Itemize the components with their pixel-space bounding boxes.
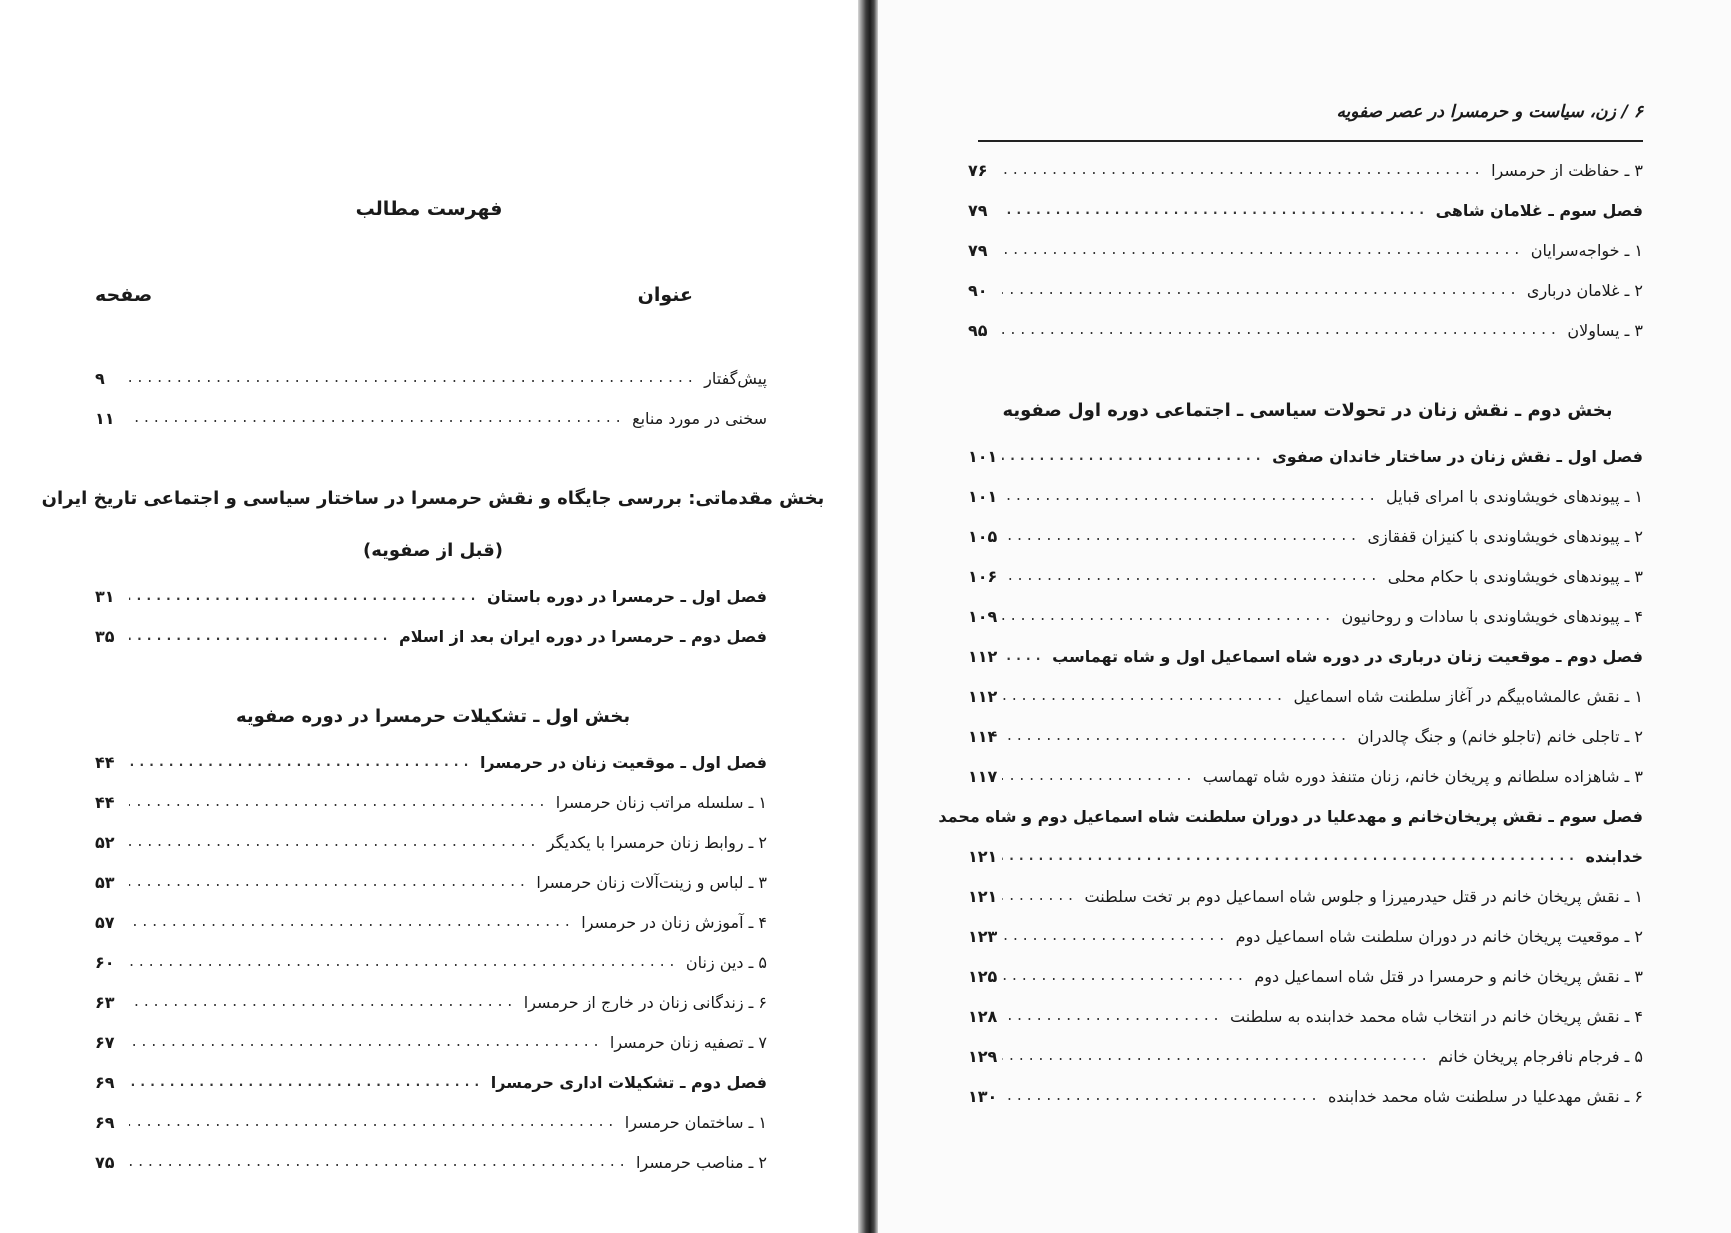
toc-page-number: ۹۰ <box>968 280 988 300</box>
toc-entry <box>95 782 767 822</box>
toc-entry <box>95 902 767 942</box>
toc-entry <box>968 1076 1643 1116</box>
dot-leader <box>1002 323 1563 338</box>
dot-leader <box>1002 649 1048 664</box>
toc-entry <box>95 1142 767 1182</box>
toc-page-number: ۱۰۱ <box>968 446 998 466</box>
toc-page-number: ۳۱ <box>95 586 115 606</box>
toc-entry-title: ۱ ـ نقش پریخان خانم در قتل حیدرمیرزا و جلوس شاه اسماعیل دوم بر تخت سلطنت <box>1084 886 1643 906</box>
toc-entry <box>968 676 1643 716</box>
toc-entry <box>968 310 1643 350</box>
toc-heading-text: بخش مقدماتی: بررسی جایگاه و نقش حرمسرا در ساختار سیاسی و اجتماعی تاریخ ایران <box>41 487 825 509</box>
dot-leader <box>1002 729 1353 744</box>
toc-page-number: ۱۱۷ <box>968 766 998 786</box>
toc-entry-title: فصل دوم ـ حرمسرا در دوره ایران بعد از اسلام <box>398 626 767 646</box>
toc-chapter-entry <box>968 636 1643 676</box>
toc-heading-text: فصل سوم ـ نقش پریخان‌خانم و مهدعلیا در دوران سلطنت شاه اسماعیل دوم و شاه محمد <box>938 806 1643 826</box>
dot-leader <box>129 1115 621 1130</box>
dot-leader <box>1002 569 1384 584</box>
toc-chapter-entry <box>95 616 767 656</box>
toc-page-number: ۵۲ <box>95 832 115 852</box>
toc-section-heading <box>41 472 825 524</box>
toc-entry-title: ۱ ـ خواجه‌سرایان <box>1530 240 1643 260</box>
dot-leader <box>129 1155 632 1170</box>
toc-entry-title: ۱ ـ ساختمان حرمسرا <box>624 1112 767 1132</box>
dot-leader <box>1002 163 1487 178</box>
toc-section-heading <box>95 524 767 576</box>
toc-page-number: ۱۳۰ <box>968 1086 998 1106</box>
dot-leader <box>129 795 552 810</box>
toc-entry-title: ۶ ـ نقش مهدعلیا در سلطنت شاه محمد خدابنده <box>1327 1086 1643 1106</box>
toc-entry <box>95 982 767 1022</box>
toc-chapter-entry <box>95 1062 767 1102</box>
toc-chapter-entry <box>95 576 767 616</box>
toc-page-number: ۱۲۱ <box>968 886 998 906</box>
toc-entry <box>968 556 1643 596</box>
toc-page-number: ۱۰۹ <box>968 606 998 626</box>
toc-entry-title: فصل سوم ـ غلامان شاهی <box>1435 200 1643 220</box>
toc-chapter-line <box>938 796 1643 836</box>
toc-list-left <box>41 358 825 1182</box>
dot-leader <box>129 875 532 890</box>
dot-leader <box>129 835 543 850</box>
right-page <box>878 0 1731 1233</box>
toc-entry-title: ۲ ـ مناصب حرمسرا <box>636 1152 767 1172</box>
toc-chapter-entry <box>968 436 1643 476</box>
dot-leader <box>129 371 700 386</box>
dot-leader <box>1002 889 1081 904</box>
section-gap <box>95 438 767 472</box>
header-rule <box>978 140 1643 142</box>
toc-heading-text: بخش دوم ـ نقش زنان در تحولات سیاسی ـ اجتماعی دوره اول صفویه <box>1002 399 1613 421</box>
toc-page-number: ۶۹ <box>95 1112 115 1132</box>
toc-page-number: ۴۴ <box>95 792 115 812</box>
toc-chapter-entry <box>968 190 1643 230</box>
toc-entry-title: فصل دوم ـ تشکیلات اداری حرمسرا <box>490 1072 767 1092</box>
dot-leader <box>1002 1089 1324 1104</box>
toc-page-number: ۱۲۸ <box>968 1006 998 1026</box>
dot-leader <box>129 955 682 970</box>
dot-leader <box>1002 929 1232 944</box>
toc-page-number: ۱۰۵ <box>968 526 998 546</box>
dot-leader <box>1002 529 1364 544</box>
toc-entry-title: ۲ ـ تاجلی خانم (تاجلو خانم) و جنگ چالدران <box>1357 726 1643 746</box>
toc-page-number: ۶۳ <box>95 992 115 1012</box>
toc-entry-title: ۳ ـ یساولان <box>1567 320 1643 340</box>
section-gap <box>95 656 767 690</box>
toc-entry-title: ۱ ـ نقش عالمشاه‌بیگم در آغاز سلطنت شاه اسماعیل <box>1293 686 1643 706</box>
toc-entry <box>968 716 1643 756</box>
toc-entry <box>968 150 1643 190</box>
toc-entry-title: ۲ ـ روابط زنان حرمسرا با یکدیگر <box>546 832 767 852</box>
toc-entry-title: فصل دوم ـ موقعیت زنان درباری در دوره شاه اسماعیل اول و شاه تهماسب <box>1052 646 1643 666</box>
toc-entry <box>95 398 767 438</box>
toc-page-number: ۱۰۶ <box>968 566 998 586</box>
toc-entry <box>968 476 1643 516</box>
toc-heading-text: بخش اول ـ تشکیلات حرمسرا در دوره صفویه <box>235 705 631 727</box>
dot-leader <box>129 915 577 930</box>
toc-entry-title: سخنی در مورد منابع <box>632 408 767 428</box>
toc-page-number: ۷۹ <box>968 240 988 260</box>
toc-entry <box>95 822 767 862</box>
toc-entry-title: ۲ ـ غلامان درباری <box>1526 280 1643 300</box>
toc-section-heading <box>968 384 1643 436</box>
dot-leader <box>1002 283 1523 298</box>
toc-entry-title: فصل اول ـ موقعیت زنان در حرمسرا <box>479 752 767 772</box>
column-header-page: صفحه <box>95 284 153 306</box>
dot-leader <box>1002 489 1382 504</box>
dot-leader <box>129 629 395 644</box>
toc-entry <box>968 270 1643 310</box>
toc-page-number: ۱۲۵ <box>968 966 998 986</box>
toc-entry <box>968 916 1643 956</box>
toc-entry-title: ۱ ـ پیوندهای خویشاوندی با امرای قبایل <box>1386 486 1643 506</box>
toc-page-number: ۶۰ <box>95 952 115 972</box>
toc-page-number: ۹ <box>95 368 105 388</box>
running-head: ۶ / زن، سیاست و حرمسرا در عصر صفویه <box>1336 102 1643 122</box>
toc-title: فهرست مطالب <box>355 198 503 220</box>
toc-entry-title: ۴ ـ پیوندهای خویشاوندی با سادات و روحانیون <box>1341 606 1643 626</box>
toc-page-number: ۱۲۱ <box>968 846 998 866</box>
toc-entry <box>968 956 1643 996</box>
toc-entry-title: ۱ ـ سلسله مراتب زنان حرمسرا <box>555 792 767 812</box>
toc-page-number: ۴۴ <box>95 752 115 772</box>
toc-entry-title: ۴ ـ آموزش زنان در حرمسرا <box>581 912 767 932</box>
toc-entry <box>968 596 1643 636</box>
dot-leader <box>129 1075 487 1090</box>
toc-page-number: ۷۵ <box>95 1152 115 1172</box>
toc-entry-title: پیش‌گفتار <box>704 368 767 388</box>
toc-entry-title: ۲ ـ پیوندهای خویشاوندی با کنیزان قفقازی <box>1367 526 1643 546</box>
toc-chapter-entry <box>95 742 767 782</box>
toc-entry <box>968 996 1643 1036</box>
toc-entry-title: ۳ ـ حفاظت از حرمسرا <box>1491 160 1643 180</box>
dot-leader <box>129 1035 606 1050</box>
dot-leader <box>1002 1009 1226 1024</box>
toc-page-number: ۱۲۹ <box>968 1046 998 1066</box>
toc-page-number: ۶۹ <box>95 1072 115 1092</box>
dot-leader <box>1002 1049 1434 1064</box>
toc-page-number: ۱۱۲ <box>968 646 998 666</box>
toc-entry <box>95 942 767 982</box>
left-page <box>0 0 858 1233</box>
column-header-title: عنوان <box>637 284 693 306</box>
toc-entry <box>95 1022 767 1062</box>
toc-page-number: ۱۰۱ <box>968 486 998 506</box>
dot-leader <box>1002 849 1582 864</box>
dot-leader <box>129 589 483 604</box>
toc-entry-title: ۲ ـ موقعیت پریخان خانم در دوران سلطنت شاه اسماعیل دوم <box>1235 926 1643 946</box>
toc-page-number: ۵۷ <box>95 912 115 932</box>
dot-leader <box>1002 243 1527 258</box>
toc-entry-title: ۳ ـ پیوندهای خویشاوندی با حکام محلی <box>1387 566 1643 586</box>
dot-leader <box>1002 689 1289 704</box>
dot-leader <box>1002 203 1432 218</box>
toc-entry <box>968 756 1643 796</box>
toc-entry <box>968 230 1643 270</box>
toc-entry-title: فصل اول ـ نقش زنان در ساختار خاندان صفوی <box>1272 446 1643 466</box>
toc-entry <box>968 1036 1643 1076</box>
dot-leader <box>1002 969 1250 984</box>
toc-page-number: ۱۱۴ <box>968 726 998 746</box>
toc-entry-title: ۷ ـ تصفیه زنان حرمسرا <box>609 1032 767 1052</box>
toc-entry-title: ۳ ـ شاهزاده سلطانم و پریخان خانم، زنان متنفذ دوره شاه تهماسب <box>1202 766 1643 786</box>
toc-section-heading <box>95 690 767 742</box>
toc-page-number: ۷۶ <box>968 160 988 180</box>
toc-entry <box>968 876 1643 916</box>
dot-leader <box>1002 769 1199 784</box>
toc-entry-title: ۴ ـ نقش پریخان خانم در انتخاب شاه محمد خدابنده به سلطنت <box>1230 1006 1643 1026</box>
toc-chapter-entry <box>968 836 1643 876</box>
toc-page-number: ۳۵ <box>95 626 115 646</box>
toc-list-right <box>938 150 1643 1116</box>
toc-entry-title: ۳ ـ لباس و زینت‌آلات زنان حرمسرا <box>536 872 767 892</box>
toc-entry <box>968 516 1643 556</box>
book-spine <box>858 0 878 1233</box>
toc-entry-title: خدابنده <box>1585 846 1643 866</box>
dot-leader <box>1002 609 1338 624</box>
toc-entry-title: ۳ ـ نقش پریخان خانم و حرمسرا در قتل شاه اسماعیل دوم <box>1254 966 1643 986</box>
dot-leader <box>129 995 520 1010</box>
toc-heading-text: (قبل از صفویه) <box>362 539 504 561</box>
dot-leader <box>1002 449 1268 464</box>
toc-page-number: ۷۹ <box>968 200 988 220</box>
toc-page-number: ۶۷ <box>95 1032 115 1052</box>
dot-leader <box>129 411 628 426</box>
toc-page-number: ۹۵ <box>968 320 988 340</box>
toc-entry <box>95 358 767 398</box>
toc-page-number: ۱۲۳ <box>968 926 998 946</box>
toc-entry <box>95 1102 767 1142</box>
section-gap <box>968 350 1643 384</box>
toc-entry-title: ۵ ـ دین زنان <box>685 952 767 972</box>
dot-leader <box>129 755 476 770</box>
toc-entry <box>95 862 767 902</box>
toc-page-number: ۱۱ <box>95 408 115 428</box>
toc-entry-title: فصل اول ـ حرمسرا در دوره باستان <box>486 586 767 606</box>
toc-page-number: ۱۱۲ <box>968 686 998 706</box>
toc-entry-title: ۶ ـ زندگانی زنان در خارج از حرمسرا <box>523 992 767 1012</box>
toc-entry-title: ۵ ـ فرجام نافرجام پریخان خانم <box>1438 1046 1643 1066</box>
toc-page-number: ۵۳ <box>95 872 115 892</box>
